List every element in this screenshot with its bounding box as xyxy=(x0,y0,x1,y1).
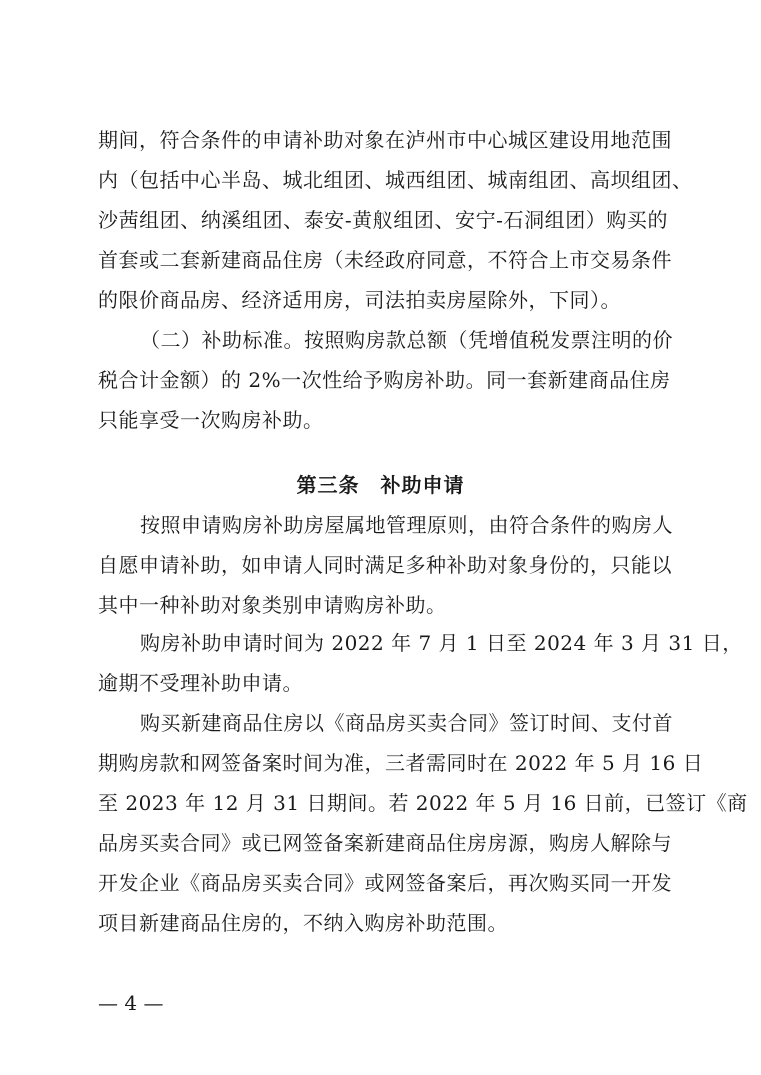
text-line: 项目新建商品住房的，不纳入购房补助范围。 xyxy=(98,911,508,935)
page-number: — 4 — xyxy=(98,991,164,1015)
text-line: 税合计金额）的 2%一次性给予购房补助。同一套新建商品住房 xyxy=(98,368,671,392)
text-line: 首套或二套新建商品住房（未经政府同意，不符合上市交易条件 xyxy=(98,248,672,272)
text-line: 只能享受一次购房补助。 xyxy=(98,408,324,432)
text-line: 至 2023 年 12 月 31 日期间。若 2022 年 5 月 16 日前，已签订《商 xyxy=(98,791,748,815)
text-line: 购房补助申请时间为 2022 年 7 月 1 日至 2024 年 3 月 31 日， xyxy=(140,631,743,655)
text-line: 的限价商品房、经济适用房，司法拍卖房屋除外，下同）。 xyxy=(98,288,621,312)
section-heading: 第三条 补助申请 xyxy=(296,473,465,497)
text-line: 内（包括中心半岛、城北组团、城西组团、城南组团、高坝组团、 xyxy=(98,168,693,192)
text-line: 期购房款和网签备案时间为准，三者需同时在 2022 年 5 月 16 日 xyxy=(98,751,704,775)
text-line: 其中一种补助对象类别申请购房补助。 xyxy=(98,593,447,617)
text-line: 逾期不受理补助申请。 xyxy=(98,671,303,695)
text-line: （二）补助标准。按照购房款总额（凭增值税发票注明的价 xyxy=(140,328,673,352)
text-line: 购买新建商品住房以《商品房买卖合同》签订时间、支付首 xyxy=(140,711,673,735)
text-line: 按照申请购房补助房屋属地管理原则，由符合条件的购房人 xyxy=(140,513,673,537)
text-line: 自愿申请补助，如申请人同时满足多种补助对象身份的，只能以 xyxy=(98,553,672,577)
text-line: 开发企业《商品房买卖合同》或网签备案后，再次购买同一开发 xyxy=(98,871,672,895)
text-line: 品房买卖合同》或已网签备案新建商品住房房源，购房人解除与 xyxy=(98,831,672,855)
text-line: 沙茜组团、纳溪组团、泰安-黄舣组团、安宁-石洞组团）购买的 xyxy=(98,208,668,232)
text-line: 期间，符合条件的申请补助对象在泸州市中心城区建设用地范围 xyxy=(98,128,672,152)
